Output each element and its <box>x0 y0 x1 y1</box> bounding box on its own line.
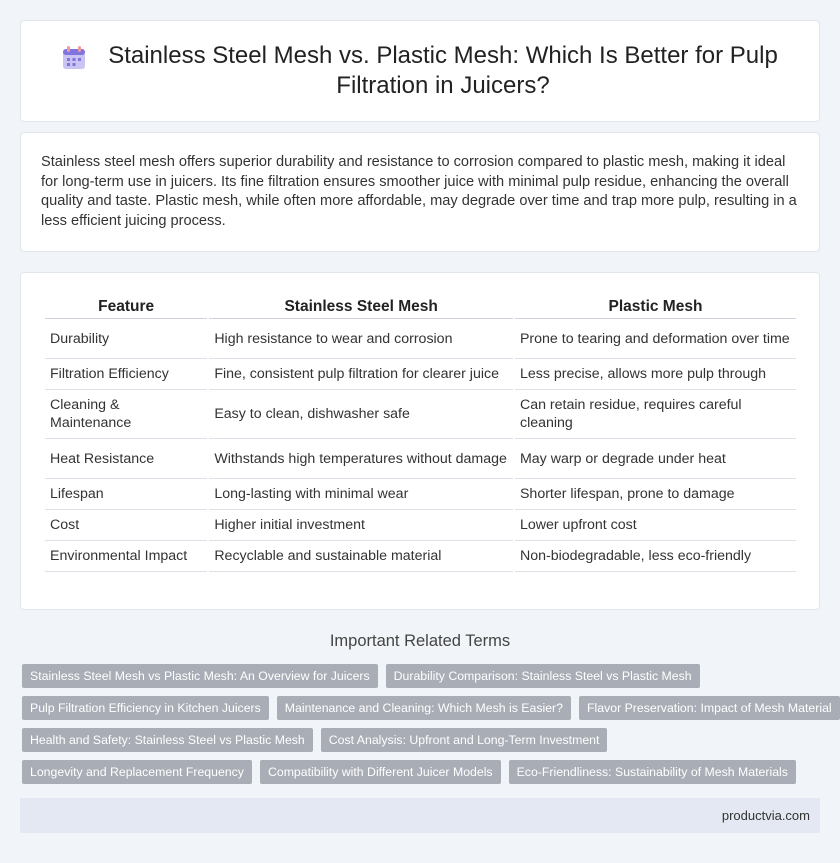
related-term-tag[interactable]: Cost Analysis: Upfront and Long-Term Investment <box>321 728 608 752</box>
cell-stainless: Higher initial investment <box>209 510 513 541</box>
summary-card <box>20 132 820 252</box>
related-term-tag[interactable]: Flavor Preservation: Impact of Mesh Material <box>579 696 840 720</box>
table-row <box>45 479 796 510</box>
comparison-table <box>43 295 798 572</box>
cell-stainless: Fine, consistent pulp filtration for clearer juice <box>209 359 513 390</box>
table-row <box>45 359 796 390</box>
cell-plastic: Less precise, allows more pulp through <box>515 359 796 390</box>
header-feature: Feature <box>45 295 207 319</box>
cell-stainless: Recyclable and sustainable material <box>209 541 513 572</box>
related-term-tag[interactable]: Health and Safety: Stainless Steel vs Plastic Mesh <box>22 728 313 752</box>
calendar-icon <box>61 45 87 71</box>
related-term-tag[interactable]: Maintenance and Cleaning: Which Mesh is Easier? <box>277 696 571 720</box>
cell-feature: Heat Resistance <box>45 439 207 479</box>
page-title: Stainless Steel Mesh vs. Plastic Mesh: Which Is Better for Pulp Filtration in Juicers? <box>108 42 778 99</box>
cell-plastic: Shorter lifespan, prone to damage <box>515 479 796 510</box>
related-term-tag[interactable]: Longevity and Replacement Frequency <box>22 760 252 784</box>
title-card <box>20 20 820 122</box>
cell-feature: Durability <box>45 319 207 359</box>
table-row <box>45 390 796 439</box>
related-term-tag[interactable]: Stainless Steel Mesh vs Plastic Mesh: An Overview for Juicers <box>22 664 378 688</box>
cell-stainless: Withstands high temperatures without damage <box>209 439 513 479</box>
cell-feature: Cost <box>45 510 207 541</box>
table-row <box>45 541 796 572</box>
cell-plastic: May warp or degrade under heat <box>515 439 796 479</box>
summary-text: Stainless steel mesh offers superior durability and resistance to corrosion compared to plastic mesh, making it ideal for long-term use in juicers. Its fine filtration ensures smoother juice with minimal pulp residue, enhancing the overall quality and taste. Plastic mesh, while often more affordable, may degrade over time and trap more pulp, resulting in a less efficient juicing process. <box>41 154 797 229</box>
header-stainless: Stainless Steel Mesh <box>209 295 513 319</box>
cell-feature: Lifespan <box>45 479 207 510</box>
table-row <box>45 319 796 359</box>
cell-stainless: Easy to clean, dishwasher safe <box>209 390 513 439</box>
table-header-row <box>45 295 796 319</box>
cell-plastic: Non-biodegradable, less eco-friendly <box>515 541 796 572</box>
cell-stainless: High resistance to wear and corrosion <box>209 319 513 359</box>
comparison-card <box>20 272 820 610</box>
related-terms-heading: Important Related Terms <box>329 632 511 650</box>
cell-plastic: Lower upfront cost <box>515 510 796 541</box>
table-row <box>45 439 796 479</box>
cell-feature: Cleaning & Maintenance <box>45 390 207 439</box>
related-terms-list <box>22 664 832 792</box>
cell-feature: Environmental Impact <box>45 541 207 572</box>
related-term-tag[interactable]: Durability Comparison: Stainless Steel vs Plastic Mesh <box>386 664 700 688</box>
cell-feature: Filtration Efficiency <box>45 359 207 390</box>
related-term-tag[interactable]: Eco-Friendliness: Sustainability of Mesh Materials <box>509 760 796 784</box>
cell-plastic: Prone to tearing and deformation over time <box>515 319 796 359</box>
related-term-tag[interactable]: Pulp Filtration Efficiency in Kitchen Juicers <box>22 696 269 720</box>
footer-site-link[interactable]: productvia.com <box>721 808 810 823</box>
related-term-tag[interactable]: Compatibility with Different Juicer Models <box>260 760 501 784</box>
cell-plastic: Can retain residue, requires careful cleaning <box>515 390 796 439</box>
table-row <box>45 510 796 541</box>
footer <box>20 798 820 833</box>
header-plastic: Plastic Mesh <box>515 295 796 319</box>
cell-stainless: Long-lasting with minimal wear <box>209 479 513 510</box>
